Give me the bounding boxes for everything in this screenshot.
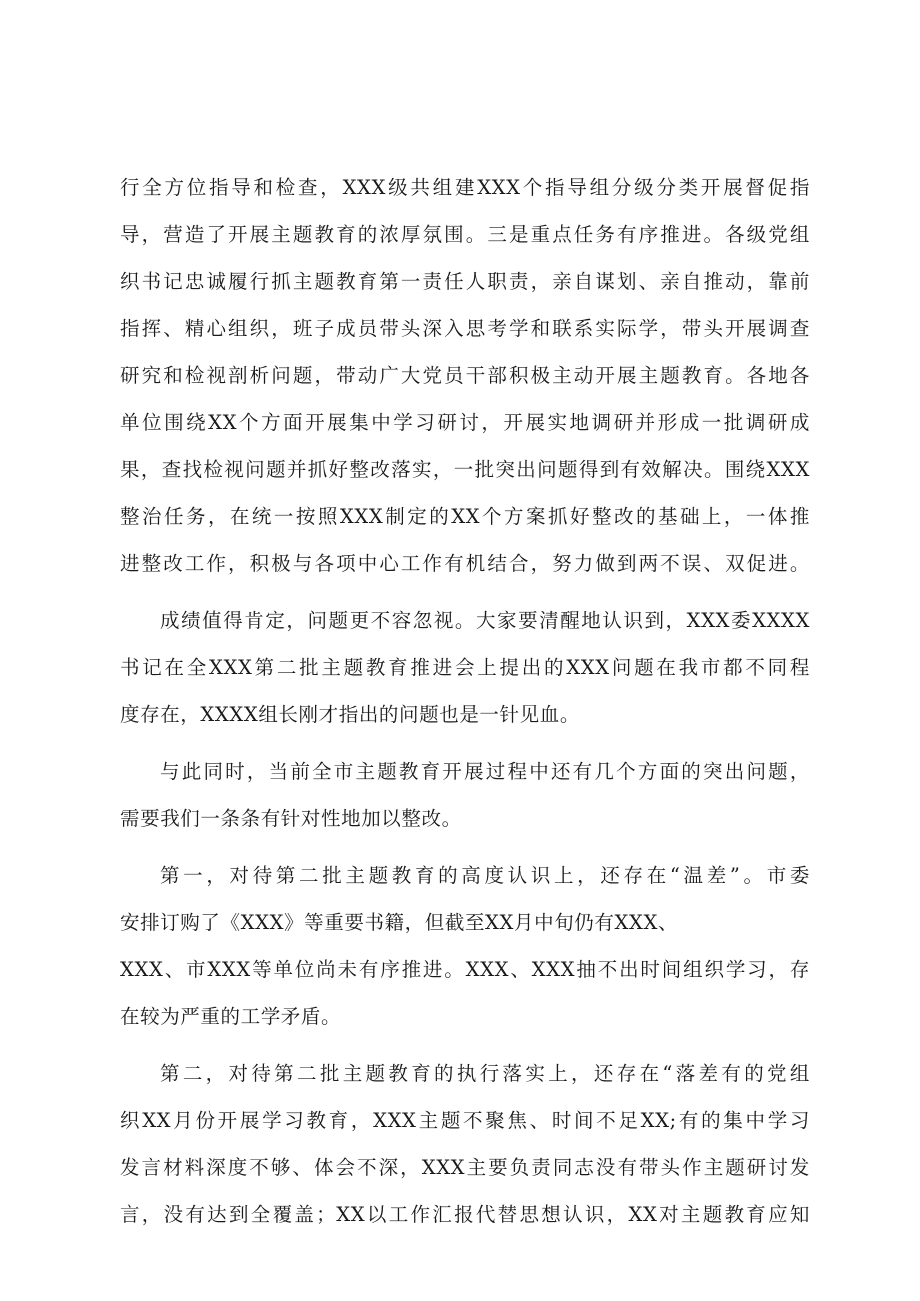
text-line: 与此同时，当前全市主题教育开展过程中还有几个方面的突出问题， (160, 760, 810, 783)
text-line: 在较为严重的工学矛盾。 (120, 1005, 342, 1028)
text-line: 进整改工作，积极与各项中心工作有机结合，努力做到两不误、双促进。 (120, 552, 810, 575)
text-line: 需要我们一条条有针对性地加以整改。 (120, 807, 462, 830)
text-line: 书记在全XXX第二批主题教育推进会上提出的XXX问题在我市都不同程 (120, 656, 810, 679)
paragraph-5 (120, 1050, 810, 1238)
text-line: 言，没有达到全覆盖；XX以工作汇报代替思想认识，XX对主题教育应知 (120, 1203, 810, 1226)
text-line: 织书记忠诚履行抓主题教育第一责任人职责，亲自谋划、亲自推动，靠前 (120, 270, 810, 293)
text-line: XXX、市XXX等单位尚未有序推进。XXX、XXX抽不出时间组织学习，存 (120, 958, 810, 981)
text-line: 发言材料深度不够、体会不深，XXX主要负责同志没有带头作主题研讨发 (120, 1156, 810, 1179)
paragraph-3 (120, 748, 810, 842)
text-line: 研究和检视剖析问题，带动广大党员干部积极主动开展主题教育。各地各 (120, 364, 810, 387)
text-line: 度存在，XXXX组长刚才指出的问题也是一针见血。 (120, 703, 580, 726)
text-line: 导，营造了开展主题教育的浓厚氛围。三是重点任务有序推进。各级党组 (120, 223, 810, 246)
paragraph-2 (120, 597, 810, 738)
text-line: 果，查找检视问题并抓好整改落实，一批突出问题得到有效解决。围绕XXX (120, 458, 810, 481)
paragraph-1 (120, 164, 810, 587)
text-line: 行全方位指导和检查，XXX级共组建XXX个指导组分级分类开展督促指 (120, 176, 810, 199)
text-line: 第一，对待第二批主题教育的高度认识上，还存在“温差”。市委 (160, 864, 810, 887)
text-line: 第二，对待第二批主题教育的执行落实上，还存在“落差有的党组 (160, 1062, 810, 1085)
text-line: 织XX月份开展学习教育，XXX主题不聚焦、时间不足XX;有的集中学习 (120, 1109, 810, 1132)
text-line: 指挥、精心组织，班子成员带头深入思考学和联系实际学，带头开展调查 (120, 317, 810, 340)
document-body (120, 164, 810, 1248)
text-line: 成绩值得肯定，问题更不容忽视。大家要清醒地认识到，XXX委XXXX (160, 609, 810, 632)
text-line: 整治任务，在统一按照XXX制定的XX个方案抓好整改的基础上，一体推 (120, 505, 810, 528)
paragraph-4 (120, 852, 810, 1040)
text-line: 单位围绕XX个方面开展集中学习研讨，开展实地调研并形成一批调研成 (120, 411, 810, 434)
text-line: 安排订购了《XXX》等重要书籍，但截至XX月中旬仍有XXX、 (120, 911, 679, 934)
